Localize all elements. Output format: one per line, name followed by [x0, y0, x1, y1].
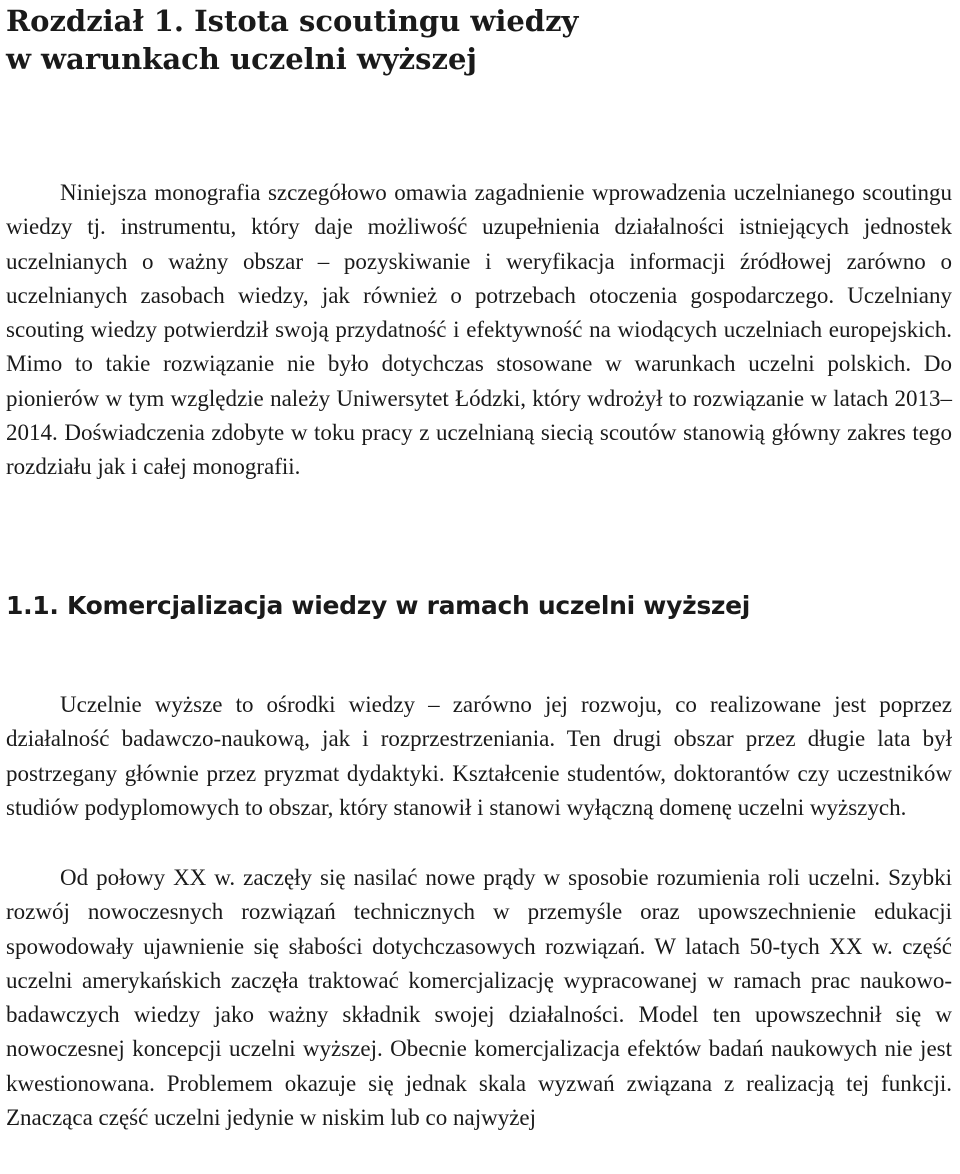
- section-paragraph-1: Uczelnie wyższe to ośrodki wiedzy – zarówno jej rozwoju, co realizowane jest poprzez działalność badawczo-naukową, jak i rozprzestrzeniania. Ten drugi obszar przez długie lata był postrzegany głównie przez pryzmat dydaktyki. Kształcenie studentów, doktorantów czy uczestników studiów podyplomowych to obszar, który stanowił i stanowi wyłączną domenę uczelni wyższych.: [6, 692, 952, 820]
- chapter-title: [6, 0, 952, 78]
- section-paragraph-2: Od połowy XX w. zaczęły się nasilać nowe prądy w sposobie rozumienia roli uczelni. Szybki rozwój nowoczesnych rozwiązań technicznych w przemyśle oraz upowszechnienie edukacji spowodowały ujawnienie się słabości dotychczasowych rozwiązań. W latach 50-tych XX w. część uczelni amerykańskich zaczęła traktować komercjalizację wypracowanej w ramach prac naukowo-badawczych wiedzy jako ważny składnik swojej działalności. Model ten upowszechnił się w nowoczesnej koncepcji uczelni wyższej. Obecnie komercjalizacja efektów badań naukowych nie jest kwestionowana. Problemem okazuje się jednak skala wyzwań związana z realizacją tej funkcji. Znacząca część uczelni jedynie w niskim lub co najwyżej: [6, 865, 952, 1131]
- chapter-title-line-1: Rozdział 1. Istota scoutingu wiedzy: [6, 4, 579, 38]
- intro-paragraph: Niniejsza monografia szczegółowo omawia zagadnienie wprowadzenia uczelnianego scoutingu wiedzy tj. instrumentu, który daje możliwość uzupełnienia działalności istniejących jednostek uczelnianych o ważny obszar – pozyskiwanie i weryfikacja informacji źródłowej zarówno o uczelnianych zasobach wiedzy, jak również o potrzebach otoczenia gospodarczego. Uczelniany scouting wiedzy potwierdził swoją przydatność i efektywność na wiodących uczelniach europejskich. Mimo to takie rozwiązanie nie było dotychczas stosowane w warunkach uczelni polskich. Do pionierów w tym względzie należy Uniwersytet Łódzki, który wdrożył to rozwiązanie w latach 2013–2014. Doświadczenia zdobyte w toku pracy z uczelnianą siecią scoutów stanowią główny zakres tego rozdziału jak i całej monografii.: [6, 180, 952, 480]
- chapter-title-line-2: w warunkach uczelni wyższej: [6, 42, 477, 76]
- section-title: 1.1. Komercjalizacja wiedzy w ramach uczelni wyższej: [6, 591, 751, 620]
